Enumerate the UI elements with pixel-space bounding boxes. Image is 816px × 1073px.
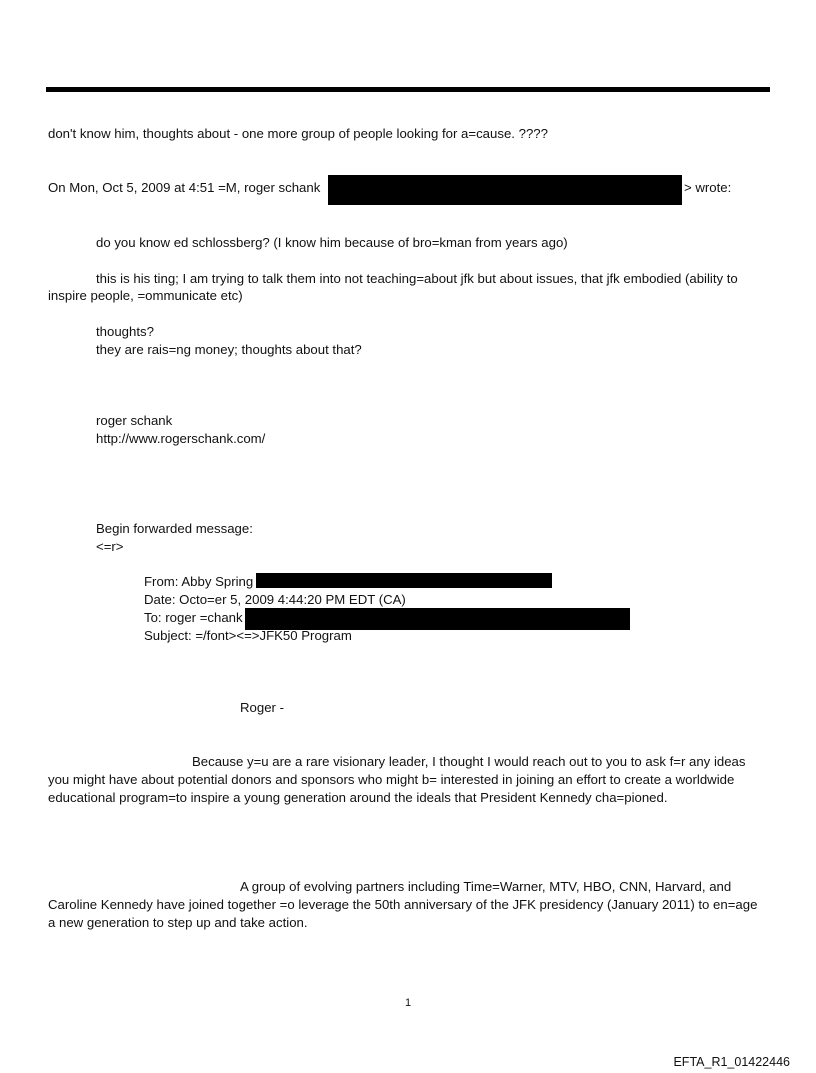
quoted-line-1: do you know ed schlossberg? (I know him because of bro=kman from years ago) xyxy=(96,235,568,250)
forwarded-subject: Subject: =/font><=>JFK50 Program xyxy=(144,628,352,643)
body-para1-third: educational program=to inspire a young generation around the ideals that President Kennedy cha=pioned. xyxy=(48,790,668,805)
quote-header-suffix: > wrote: xyxy=(684,180,732,195)
document-id: EFTA_R1_01422446 xyxy=(673,1055,790,1069)
body-para2-first: A group of evolving partners including Time=Warner, MTV, HBO, CNN, Harvard, and xyxy=(240,879,732,894)
body-para1-first: Because y=u are a rare visionary leader, I thought I would reach out to you to ask f=r any ideas xyxy=(192,754,746,769)
greeting: Roger - xyxy=(240,700,284,715)
signature-url: http://www.rogerschank.com/ xyxy=(96,431,266,446)
header-rule xyxy=(46,87,770,92)
body-para2-third: a new generation to step up and take action. xyxy=(48,915,308,930)
forwarded-to: To: roger =chank xyxy=(144,610,243,625)
forwarded-date: Date: Octo=er 5, 2009 4:44:20 PM EDT (CA) xyxy=(144,592,406,607)
quote-header-prefix: On Mon, Oct 5, 2009 at 4:51 =M, roger schank xyxy=(48,180,321,195)
signature-name: roger schank xyxy=(96,413,173,428)
quoted-raising: they are rais=ng money; thoughts about that? xyxy=(96,342,362,357)
redaction-block xyxy=(256,573,552,588)
page-number: 1 xyxy=(404,997,412,1009)
quoted-para2-first: this is his ting; I am trying to talk them into not teaching=about jfk but about issues, that jfk embodied (ability to xyxy=(96,271,738,286)
body-para2-second: Caroline Kennedy have joined together =o leverage the 50th anniversary of the JFK presidency (January 2011) to en=age xyxy=(48,897,758,912)
forwarded-from: From: Abby Spring xyxy=(144,574,254,589)
quoted-thoughts: thoughts? xyxy=(96,324,154,339)
quoted-para2-second: inspire people, =ommunicate etc) xyxy=(48,288,243,303)
forwarded-tag: <=r> xyxy=(96,539,124,554)
forwarded-label: Begin forwarded message: xyxy=(96,521,253,536)
body-para1-second: you might have about potential donors and sponsors who might b= interested in joining an effort to create a worldwide xyxy=(48,772,735,787)
redaction-block xyxy=(328,175,682,205)
reply-line: don't know him, thoughts about - one more group of people looking for a=cause. ???? xyxy=(48,126,548,141)
